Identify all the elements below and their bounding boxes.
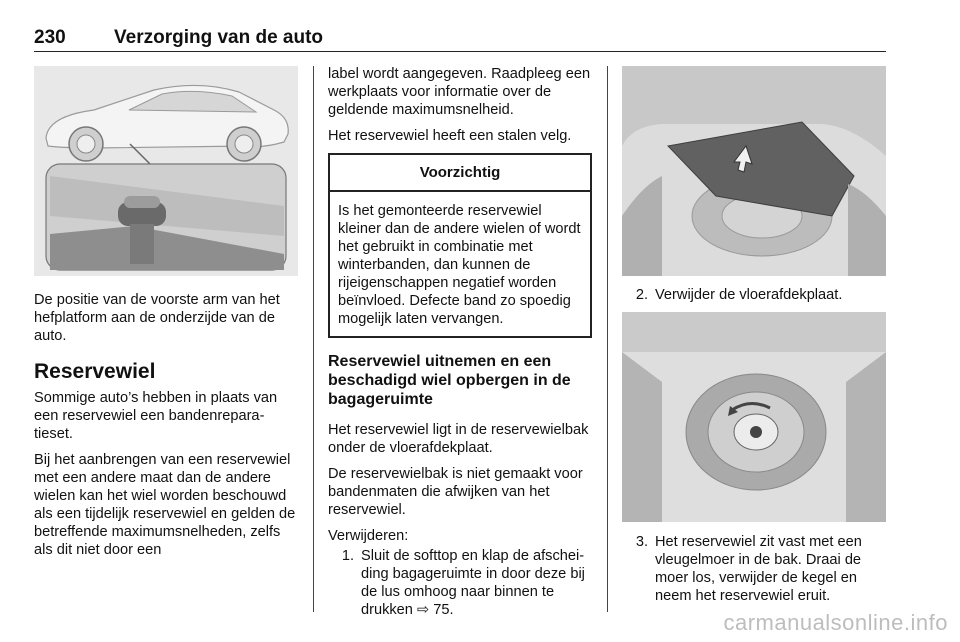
step-number: 1. xyxy=(341,548,354,564)
page-number: 230 xyxy=(34,27,66,48)
step-text: Verwijder de vloerafdekplaat. xyxy=(655,287,843,303)
watermark: carmanualsonline.info xyxy=(723,610,948,635)
step-2 xyxy=(622,286,886,304)
paragraph: Verwijderen: xyxy=(328,528,409,544)
paragraph: label wordt aangegeven. Raadpleeg een werkplaats voor informatie over de geldende maximumsnelheid. xyxy=(328,66,591,118)
spare-wheel-figure xyxy=(622,312,886,522)
figure-caption: De positie van de voorste arm van het hefplatform aan de onderzijde van de auto. xyxy=(34,292,280,344)
column-2 xyxy=(328,65,592,625)
caution-box xyxy=(328,153,592,338)
caution-text: Is het gemonteerde reservewiel kleiner dan de andere wielen of wordt het gebruikt in combinatie met winterbanden, dan kunnen de rijeigenschappen negatief worden beïnvloed. Defecte band zo spoedig mogelijk laten vervangen. xyxy=(338,203,581,327)
page-header xyxy=(34,27,886,51)
step-3 xyxy=(622,533,886,605)
car-lift-illustration xyxy=(34,66,298,276)
step-text: Sluit de softtop en klap de afscheiding bagageruimte in door deze bij de lus omhoog naar binnen te drukken ⇨ 75. xyxy=(361,548,585,618)
spare-wheel-illustration xyxy=(622,312,886,522)
section-title: Reservewiel xyxy=(34,360,156,383)
floor-cover-figure xyxy=(622,66,886,276)
paragraph: Sommige auto’s hebben in plaats van een reservewiel een bandenreparatieset. xyxy=(34,390,278,442)
step-text: Het reservewiel zit vast met een vleugelmoer in de bak. Draai de moer los, verwijder de kegel en neem het reservewiel eruit. xyxy=(655,534,862,604)
column-divider-2 xyxy=(607,66,608,612)
column-3 xyxy=(622,286,886,310)
column-divider-1 xyxy=(313,66,314,612)
paragraph: Bij het aanbrengen van een reservewiel met een andere maat dan de andere wielen kan het wiel worden beschouwd als een tijdelijk reservewiel en gelden de betreffende maximumsnelheden, zelfs als dit niet door een xyxy=(34,452,296,558)
step-number: 3. xyxy=(635,534,648,550)
chapter-title: Verzorging van de auto xyxy=(114,27,324,48)
column-1 xyxy=(34,291,298,567)
paragraph: Het reservewiel ligt in de reservewielbak onder de vloerafdekplaat. xyxy=(328,422,589,456)
subsection-title: Reservewiel uitnemen en een beschadigd wiel opbergen in de bagageruimte xyxy=(328,353,571,408)
header-rule xyxy=(34,51,886,52)
step-1 xyxy=(328,547,592,619)
paragraph: De reservewielbak is niet gemaakt voor bandenmaten die afwijken van het reservewiel. xyxy=(328,466,583,518)
column-3-lower xyxy=(622,533,886,611)
caution-title: Voorzichtig xyxy=(330,155,590,192)
step-number: 2. xyxy=(635,287,648,303)
lift-point-figure xyxy=(34,66,298,276)
paragraph: Het reservewiel heeft een stalen velg. xyxy=(328,128,572,144)
trunk-floor-illustration xyxy=(622,66,886,276)
